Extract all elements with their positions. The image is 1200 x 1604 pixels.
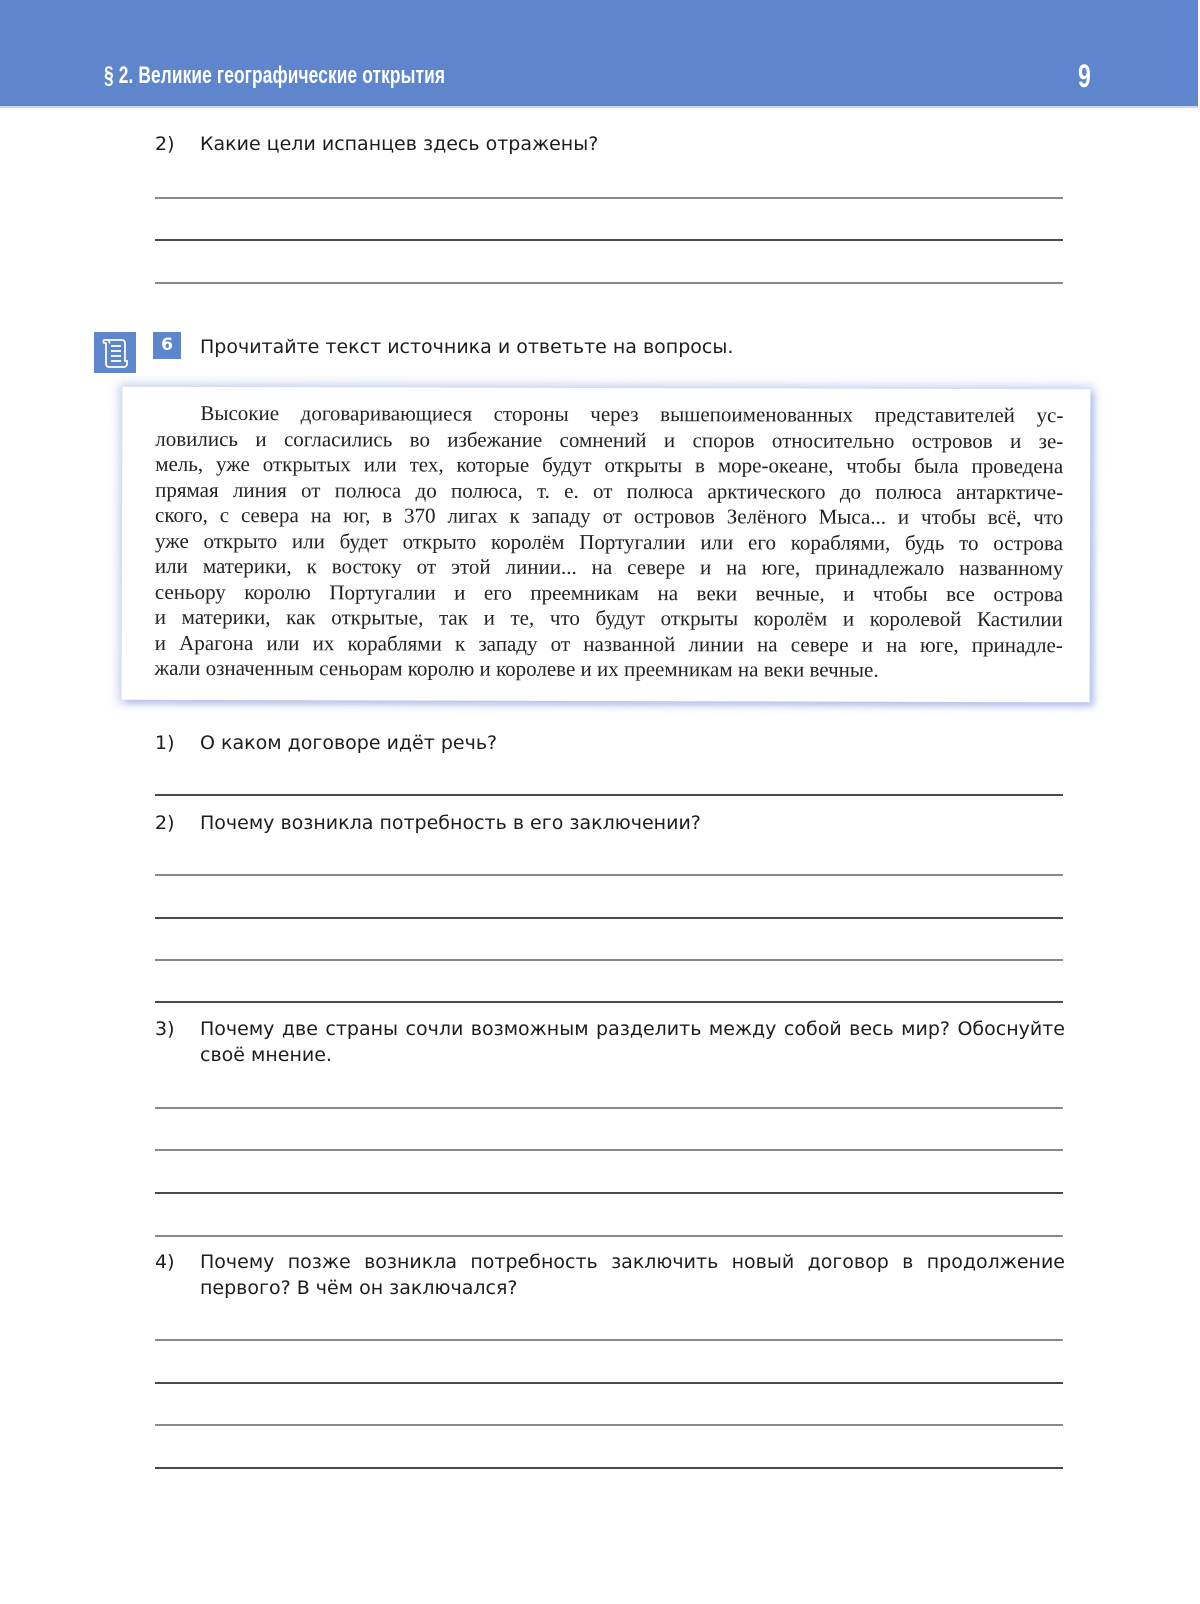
answer-line[interactable] — [155, 1424, 1063, 1426]
question-number: 2) — [155, 812, 175, 834]
source-line: ского, с севера на юг, в 370 лигах к западу от островов Зелёного Мыса... и чтобы всё, что — [155, 502, 1064, 530]
task-title: Прочитайте текст источника и ответьте на вопросы. — [200, 336, 734, 358]
answer-line[interactable] — [155, 874, 1063, 876]
question-number: 2) — [155, 133, 175, 155]
source-line: жали означенным сеньорам королю и королеве и их преемникам на веки вечные. — [154, 655, 879, 682]
page-number: 9 — [1078, 58, 1091, 94]
source-text — [155, 401, 1064, 684]
source-line: уже открыто или будет открыто королём Португалии или его кораблями, будь то острова — [154, 528, 1064, 555]
source-line: прямая линия от полюса до полюса, т. е. от полюса арктического до полюса антарктиче- — [155, 477, 1064, 504]
answer-line[interactable] — [155, 197, 1063, 199]
question-item — [155, 730, 1065, 756]
question-text: О каком договоре идёт речь? — [200, 732, 498, 754]
answer-line[interactable] — [155, 1235, 1063, 1237]
page-header — [0, 0, 1198, 106]
source-line: и материки, как открытые, так и те, что будут открыты королём и королевой Кастилии — [154, 604, 1063, 632]
section-title: § 2. Великие географические открытия — [104, 62, 446, 89]
answer-line[interactable] — [155, 1149, 1063, 1151]
source-line: и Арагона или их кораблями к западу от названной линии на севере и на юге, принадле- — [154, 630, 1063, 657]
question-number: 4) — [155, 1251, 175, 1273]
answer-line[interactable] — [155, 959, 1063, 961]
question-text: Почему две страны сочли возможным разделить между собой весь мир? Обоснуйте своё мнение. — [200, 1018, 1065, 1066]
question-text: Почему возникла потребность в его заключении? — [200, 812, 701, 834]
answer-line[interactable] — [155, 282, 1063, 284]
source-line: или материки, к востоку от этой линии... на севере и на юге, принадлежало названному — [154, 553, 1064, 581]
answer-line[interactable] — [155, 917, 1063, 919]
question-text: Какие цели испанцев здесь отражены? — [200, 133, 599, 155]
answer-line[interactable] — [155, 1107, 1063, 1109]
source-line: ловились и согласились во избежание сомнений и споров относительно островов и зе- — [155, 426, 1064, 453]
answer-line[interactable] — [155, 1192, 1063, 1194]
answer-line[interactable] — [155, 1339, 1063, 1341]
source-line: Высокие договаривающиеся стороны через вышепоименованных представителей ус- — [200, 400, 1064, 428]
question-number: 3) — [155, 1018, 175, 1040]
source-line: мель, уже открытых или тех, которые будут открыты в море-океане, чтобы была проведена — [155, 451, 1064, 479]
scroll-document-icon — [94, 332, 136, 373]
answer-line[interactable] — [155, 794, 1063, 796]
header-divider — [0, 106, 1198, 108]
question-item — [155, 1249, 1065, 1301]
question-item — [155, 810, 1065, 836]
question-number: 1) — [155, 732, 175, 754]
answer-line[interactable] — [155, 239, 1063, 241]
source-text-box — [122, 387, 1091, 703]
question-text: Почему позже возникла потребность заключить новый договор в продолжение первого? В чём он заключался? — [200, 1251, 1065, 1299]
question-item — [155, 131, 1065, 157]
answer-line[interactable] — [155, 1467, 1063, 1469]
task-number-badge: 6 — [153, 332, 181, 359]
answer-line[interactable] — [155, 1001, 1063, 1003]
question-item — [155, 1016, 1065, 1068]
source-line: сеньору королю Португалии и его преемникам на веки вечные, и чтобы все острова — [154, 579, 1064, 606]
answer-line[interactable] — [155, 1382, 1063, 1384]
